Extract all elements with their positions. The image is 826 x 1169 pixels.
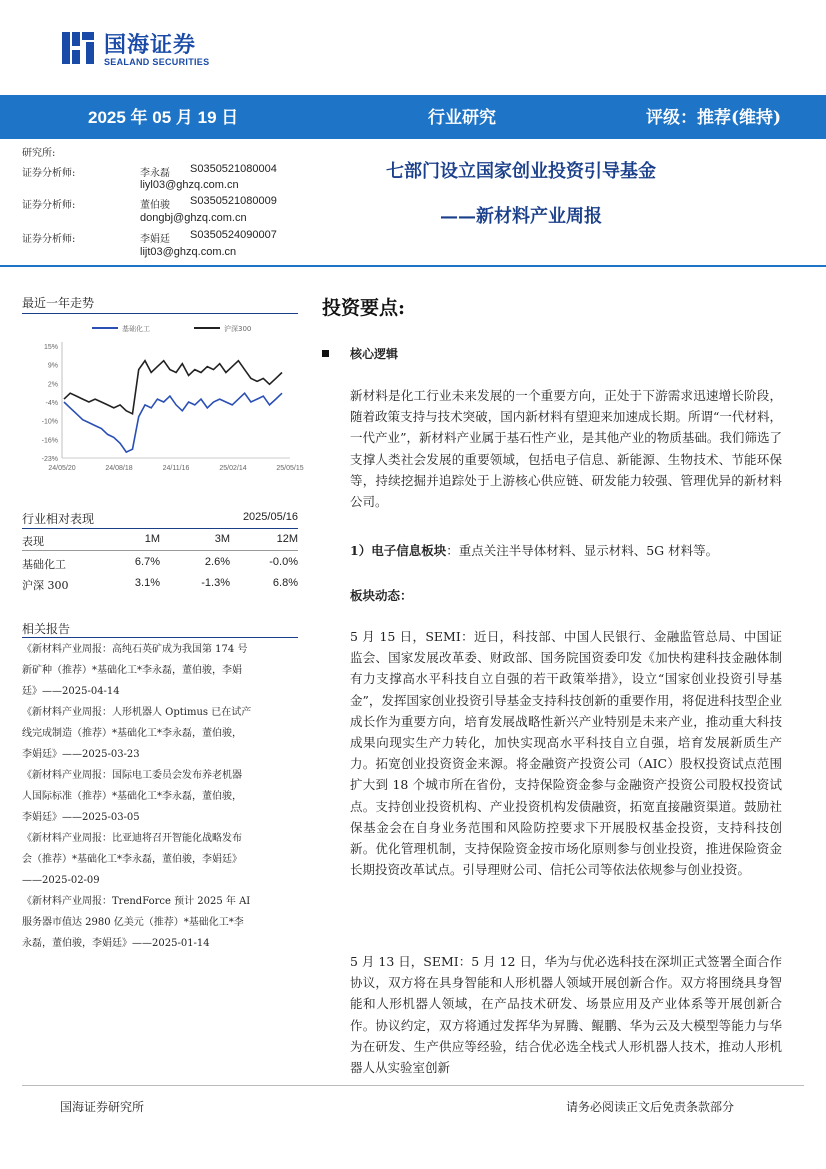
report-date: 2025 年 05 月 19 日 — [88, 108, 239, 127]
analyst-name: 李娟廷 — [140, 234, 170, 245]
divider — [22, 313, 298, 314]
core-logic-heading: 核心逻辑 — [350, 347, 399, 361]
related-report-line[interactable]: 会（推荐）*基础化工*李永磊，董伯骏，李娟廷》 — [22, 854, 242, 865]
trend-heading: 最近一年走势 — [22, 296, 95, 310]
point-electronics — [350, 541, 718, 559]
analyst-role: 证券分析师: — [22, 200, 76, 211]
perf-col-header: 表现 — [22, 535, 44, 548]
related-report-line[interactable]: 新矿种（推荐）*基础化工*李永磊，董伯骏，李娟 — [22, 665, 242, 676]
header-rule — [0, 265, 826, 267]
x-tick-label: 25/05/15 — [276, 465, 304, 472]
footer-left: 国海证券研究所 — [60, 1100, 145, 1114]
related-report-line[interactable]: 《新材料产业周报：TrendForce 预计 2025 年 AI — [22, 896, 251, 907]
related-reports-list — [22, 639, 300, 954]
bullet-square-icon — [322, 350, 329, 357]
core-logic-paragraph: 新材料是化工行业未来发展的一个重要方向，正处于下游需求迅速增长阶段，随着政策支持与技术突破，国内新材料有望迎来加速成长期。所谓“一代材料，一代产业”，新材料产业属于基石性产业，是其他产业的物质基础。我们筛选了支撑人类社会发展的重要领域，包括电子信息、新能源、生物技术、节能环保等，持续挖掘并追踪处于上游核心供应链、研发能力较强、管理优异的新材料公司。 — [350, 388, 782, 510]
related-report-line[interactable]: 《新材料产业周报：国际电工委员会发布养老机器 — [22, 770, 242, 781]
trend-chart — [22, 318, 304, 480]
analyst-role: 证券分析师: — [22, 168, 76, 179]
report-title: 七部门设立国家创业投资引导基金 — [386, 161, 656, 182]
perf-heading: 行业相对表现 — [22, 512, 95, 526]
legend-label: 沪深300 — [224, 325, 252, 333]
logo-english-name: SEALAND SECURITIES — [104, 57, 210, 67]
report-type: 行业研究 — [428, 108, 496, 128]
related-report-line[interactable]: 永磊，董伯骏，李娟廷》——2025-01-14 — [22, 938, 210, 949]
related-heading: 相关报告 — [22, 622, 71, 636]
series-line-chemicals — [64, 393, 282, 452]
company-logo-icon — [60, 28, 96, 68]
analyst-email[interactable]: dongbj@ghzq.com.cn — [140, 212, 247, 224]
x-tick-label: 24/11/16 — [162, 465, 190, 472]
analyst-email[interactable]: liyl03@ghzq.com.cn — [140, 179, 239, 191]
analyst-email[interactable]: lijt03@ghzq.com.cn — [140, 246, 237, 258]
perf-col-header: 1M — [144, 533, 160, 545]
footer-disclaimer[interactable]: 请务必阅读正文后免责条款部分 — [566, 1100, 735, 1114]
related-report-line[interactable]: ——2025-02-09 — [22, 875, 100, 886]
news-paragraph: 5 月 13 日，SEMI：5 月 12 日，华为与优必选科技在深圳正式签署全面合作协议，双方将在具身智能和人形机器人领域开展创新合作。双方将围绕具身智能和人形机器人领域，在产品技术研发、场景应用及产业体系等开展创新合作。协议约定，双方将通过发挥华为昇腾、鲲鹏、华为云及大模型等能力与华为在研发、生产供应等经验，结合优必选全栈式人形机器人技术，推动人形机器人从实验室创新 — [350, 954, 782, 1076]
perf-col-header: 12M — [276, 533, 298, 545]
y-tick-label: 15% — [43, 344, 58, 351]
divider — [22, 528, 298, 529]
related-report-line[interactable]: 线完成制造（推荐）*基础化工*李永磊，董伯骏， — [22, 728, 242, 739]
perf-date: 2025/05/16 — [242, 511, 298, 523]
x-tick-label: 24/05/20 — [48, 465, 76, 472]
perf-cell: 6.7% — [134, 556, 160, 568]
investment-points-heading: 投资要点: — [322, 297, 406, 319]
y-tick-label: -4% — [45, 400, 58, 407]
report-subtitle: ——新材料产业周报 — [440, 206, 602, 227]
related-report-line[interactable]: 人国际标准（推荐）*基础化工*李永磊，董伯骏， — [22, 791, 242, 802]
perf-cell: 2.6% — [204, 556, 230, 568]
perf-cell: -1.3% — [201, 577, 230, 589]
related-report-line[interactable]: 《新材料产业周报：人形机器人 Optimus 已在试产 — [22, 707, 252, 718]
point-electronics-label: 1）电子信息板块 — [350, 543, 447, 558]
divider — [22, 550, 298, 551]
perf-cell: 3.1% — [134, 577, 160, 589]
institute-label: 研究所: — [22, 148, 56, 159]
related-report-line[interactable]: 廷》——2025-04-14 — [22, 686, 120, 697]
x-tick-label: 25/02/14 — [219, 465, 247, 472]
related-report-line[interactable]: 《新材料产业周报：比亚迪将召开智能化战略发布 — [22, 833, 242, 844]
perf-cell: 6.8% — [272, 577, 298, 589]
analyst-name: 董伯骏 — [140, 200, 170, 211]
related-report-line[interactable]: 服务器市值达 2980 亿美元（推荐）*基础化工*李 — [22, 917, 244, 928]
analyst-id: S0350521080004 — [190, 163, 277, 175]
logo-chinese-name: 国海证券 — [104, 33, 197, 58]
footer-rule — [22, 1085, 804, 1086]
perf-cell: -0.0% — [269, 556, 298, 568]
y-tick-label: -16% — [41, 437, 58, 445]
x-tick-label: 24/08/18 — [105, 465, 133, 472]
analyst-name: 李永磊 — [140, 168, 170, 179]
perf-col-header: 3M — [214, 533, 230, 545]
analyst-id: S0350521080009 — [190, 195, 277, 207]
y-tick-label: 9% — [47, 362, 58, 370]
sector-dynamics-heading: 板块动态： — [350, 588, 413, 603]
related-report-line[interactable]: 李娟廷》——2025-03-05 — [22, 812, 140, 823]
perf-row-label: 沪深 300 — [22, 579, 69, 592]
analyst-id: S0350524090007 — [190, 229, 277, 241]
y-tick-label: -10% — [41, 418, 58, 426]
news-paragraph: 5 月 15 日，SEMI：近日，科技部、中国人民银行、金融监管总局、中国证监会、国家发展改革委、财政部、国务院国资委印发《加快构建科技金融体制有力支撑高水平科技自立自强的若干政策举措》，设立“国家创业投资引导基金”，发挥国家创业投资引导基金支持科技创新的重要作用，将促进科技型企业成长作为重要方向，培育发展战略性新兴产业特别是未来产业，推动重大科技成果向现实生产力转化，加快实现高水平科技自立自强，培育发展新质生产力。拓宽创业投资资金来源。将金融资产投资公司（AIC）股权投资试点范围扩大到 18 个城市所在省份，支持保险资金参与金融资产投资公司股权投资试点。支持创业投资机构、产业投资机构发债融资，拓宽直接融资渠道。鼓励社保基金会在自身业务范围和风险防控要求下开展股权基金投资，支持科技创新。优化管理机制，支持保险资金按市场化原则参与创业投资，推进保险资金长期投资改革试点。引导理财公司、信托公司等依法依规参与创业投资。 — [350, 629, 782, 878]
report-rating: 评级：推荐(维持) — [646, 108, 782, 128]
series-line-csi300 — [64, 361, 282, 414]
analyst-role: 证券分析师: — [22, 234, 76, 245]
perf-row-label: 基础化工 — [22, 558, 66, 571]
related-report-line[interactable]: 李娟廷》——2025-03-23 — [22, 749, 140, 760]
y-tick-label: -23% — [41, 456, 58, 463]
related-report-line[interactable]: 《新材料产业周报：高纯石英矿成为我国第 174 号 — [22, 644, 248, 655]
legend-label: 基础化工 — [122, 325, 150, 333]
point-electronics-text: ：重点关注半导体材料、显示材料、5G 材料等。 — [446, 543, 719, 558]
y-tick-label: 2% — [47, 381, 58, 389]
divider — [22, 637, 298, 638]
